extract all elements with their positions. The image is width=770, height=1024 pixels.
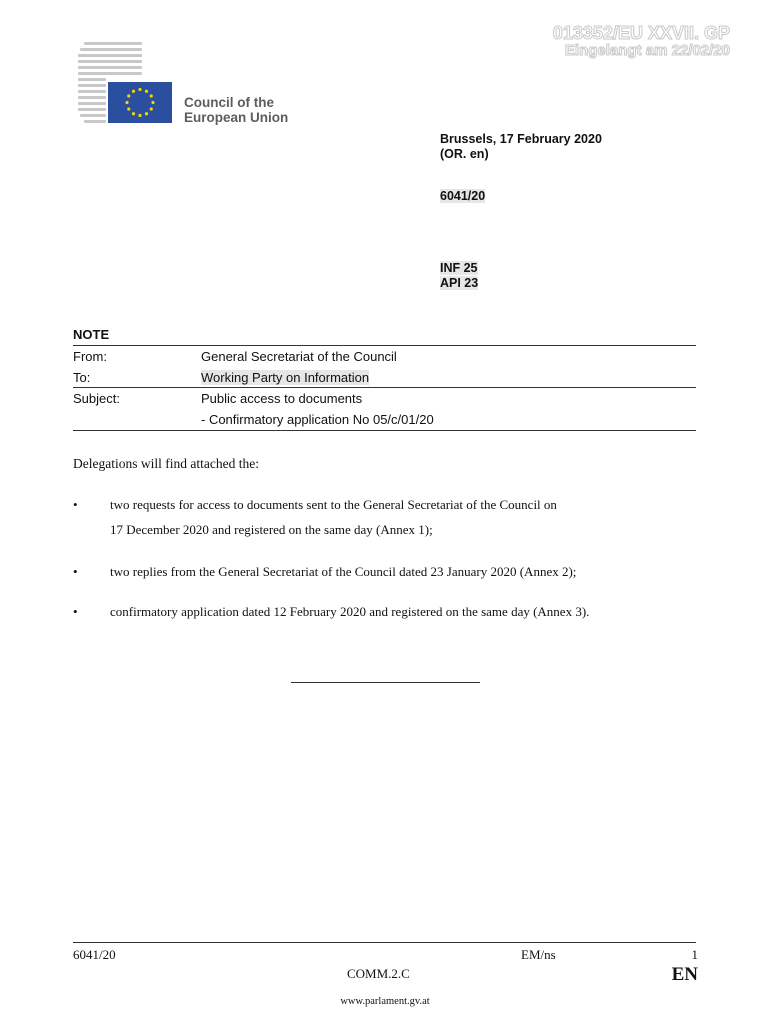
footer-department: COMM.2.C <box>347 966 410 981</box>
document-number: 6041/20 <box>440 189 486 203</box>
subject-label: Subject: <box>73 391 120 406</box>
end-separator <box>291 682 480 683</box>
subject-line2: - Confirmatory application No 05/c/01/20 <box>201 412 434 427</box>
organization-name-line1: Council of the <box>184 95 274 110</box>
bullet-item-2: two replies from the General Secretariat of the Council dated 23 January 2020 (Annex 2); <box>110 564 577 579</box>
code-inf: INF 25 <box>440 261 478 275</box>
bullet-marker-1: • <box>73 497 78 512</box>
organization-name-line2: European Union <box>184 110 289 125</box>
to-value: Working Party on Information <box>201 370 370 385</box>
note-rule-top <box>73 345 696 346</box>
footer-language: EN <box>671 964 698 985</box>
original-language: (OR. en) <box>440 147 489 161</box>
bullet-item-1-line1: two requests for access to documents sent to the General Secretariat of the Council on <box>110 497 557 512</box>
eu-star-icon <box>150 94 153 97</box>
from-value: General Secretariat of the Council <box>201 349 397 364</box>
eu-star-icon <box>127 107 130 110</box>
organization-name <box>184 95 288 125</box>
bullet-item-3: confirmatory application dated 12 February 2020 and registered on the same day (Annex 3). <box>110 604 590 619</box>
eu-star-icon <box>132 90 135 93</box>
eu-star-icon <box>145 112 148 115</box>
to-label: To: <box>73 370 91 385</box>
eu-star-icon <box>145 90 148 93</box>
code-api: API 23 <box>440 276 479 290</box>
bullet-marker-2: • <box>73 564 78 579</box>
footer-rule <box>73 942 696 943</box>
subject-line1: Public access to documents <box>201 391 363 406</box>
footer-initials: EM/ns <box>521 947 556 962</box>
note-rule-middle <box>73 387 696 388</box>
registration-stamp-date: Eingelangt am 22/02/20 <box>564 42 730 59</box>
eu-star-icon <box>125 101 128 104</box>
eu-star-icon <box>150 107 153 110</box>
eu-star-icon <box>151 101 154 104</box>
from-label: From: <box>73 349 107 364</box>
intro-text: Delegations will find attached the: <box>73 456 259 471</box>
eu-star-icon <box>132 112 135 115</box>
council-logo-icon <box>78 42 174 124</box>
bullet-item-1-line2: 17 December 2020 and registered on the same day (Annex 1); <box>110 522 433 537</box>
footer-page-number: 1 <box>691 947 698 962</box>
footer-url: www.parlament.gv.at <box>340 996 430 1007</box>
bullet-item-1 <box>110 492 700 542</box>
eu-star-icon <box>138 88 141 91</box>
footer-doc-number: 6041/20 <box>73 947 116 962</box>
eu-star-icon <box>138 114 141 117</box>
note-rule-bottom <box>73 430 696 431</box>
bullet-marker-3: • <box>73 604 78 619</box>
note-title: NOTE <box>73 327 110 342</box>
registration-stamp-number: 013352/EU XXVII. GP <box>552 23 730 43</box>
eu-star-icon <box>127 94 130 97</box>
date-line: Brussels, 17 February 2020 <box>440 132 602 146</box>
